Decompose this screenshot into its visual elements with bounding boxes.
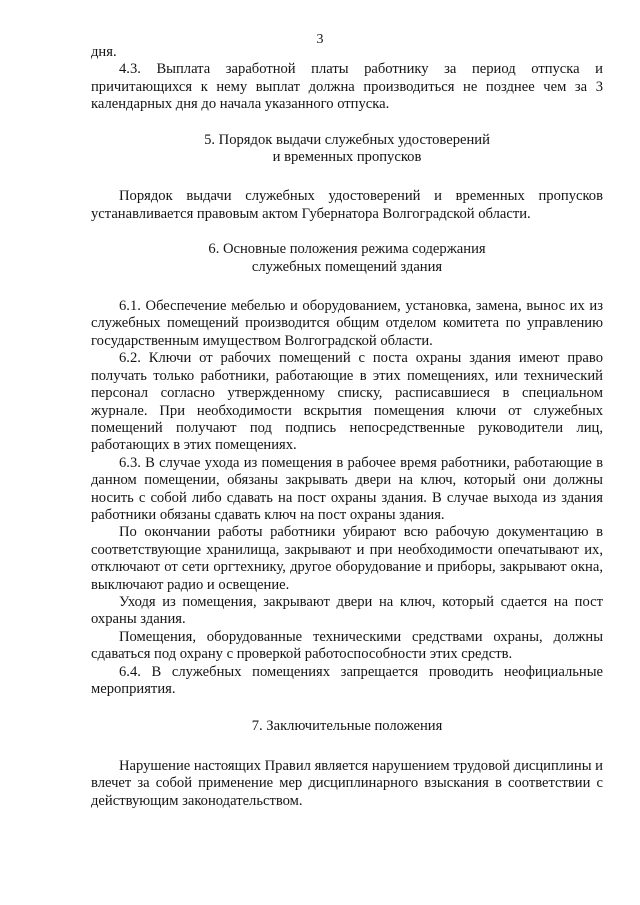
page-number: 3 [316,32,324,47]
paragraph-5: Порядок выдачи служебных удостоверений и временных пропусков устанавливается правовым актом Губернатора Волгоградской области. [91,188,603,222]
paragraph-6-1: 6.1. Обеспечение мебелью и оборудованием, установка, замена, вынос их из служебных помещений производится общим отделом комитета по управлению государственным имуществом Волгоградской области. [91,298,603,349]
top-fragment: дня. [91,44,117,60]
paragraph-7: Нарушение настоящих Правил является нарушением трудовой дисциплины и влечет за собой применение мер дисциплинарного взыскания в соответствии с действующим законодательством. [91,757,603,809]
section-7-heading [91,718,603,735]
section-5-heading [91,132,603,167]
document-body [91,44,603,810]
paragraph-6-3-end-of-work: По окончании работы работники убирают всю рабочую документацию в соответствующие хранилища, закрывают и при необходимости опечатывают их, отключают от сети оргтехнику, другое оборудование и приборы, закрывают окна, выключают радио и освещение. [91,524,603,593]
paragraph-6-2: 6.2. Ключи от рабочих помещений с поста охраны здания имеют право получать только работники, работающие в этих помещениях, или технический персонал согласно утвержденному списку, расписавшиеся в специальном журнале. При необходимости вскрытия помещения ключи от служебных помещений получают под подпись непосредственные руководители лиц, работающих в этих помещениях. [91,350,603,454]
paragraph-4-3: 4.3. Выплата заработной платы работнику за период отпуска и причитающихся к нему выплат должна производиться не позднее чем за 3 календарных дня до начала указанного отпуска. [91,61,603,113]
section-5-heading-line-2: и временных пропусков [272,149,422,166]
paragraph-6-3-security-equipment: Помещения, оборудованные техническими средствами охраны, должны сдаваться под охрану с проверкой работоспособности этих средств. [91,628,603,663]
section-7-heading-line-1: 7. Заключительные положения [251,718,443,735]
section-6-heading-line-1: 6. Основные положения режима содержания [208,241,486,258]
section-6-heading-line-2: служебных помещений здания [251,258,443,275]
paragraph-6-4: 6.4. В служебных помещениях запрещается проводить неофициальные мероприятия. [91,663,603,697]
paragraph-6-3: 6.3. В случае ухода из помещения в рабочее время работники, работающие в данном помещении, обязаны закрывать двери на ключ, который они должны носить с собой либо сдавать на пост охраны здания. В случае выхода из здания работники обязаны сдавать ключ на пост охраны здания. [91,454,603,523]
section-6-heading [91,241,603,276]
section-5-heading-line-1: 5. Порядок выдачи служебных удостоверений [204,131,490,148]
paragraph-6-3-leaving-room: Уходя из помещения, закрывают двери на ключ, который сдается на пост охраны здания. [91,593,603,628]
